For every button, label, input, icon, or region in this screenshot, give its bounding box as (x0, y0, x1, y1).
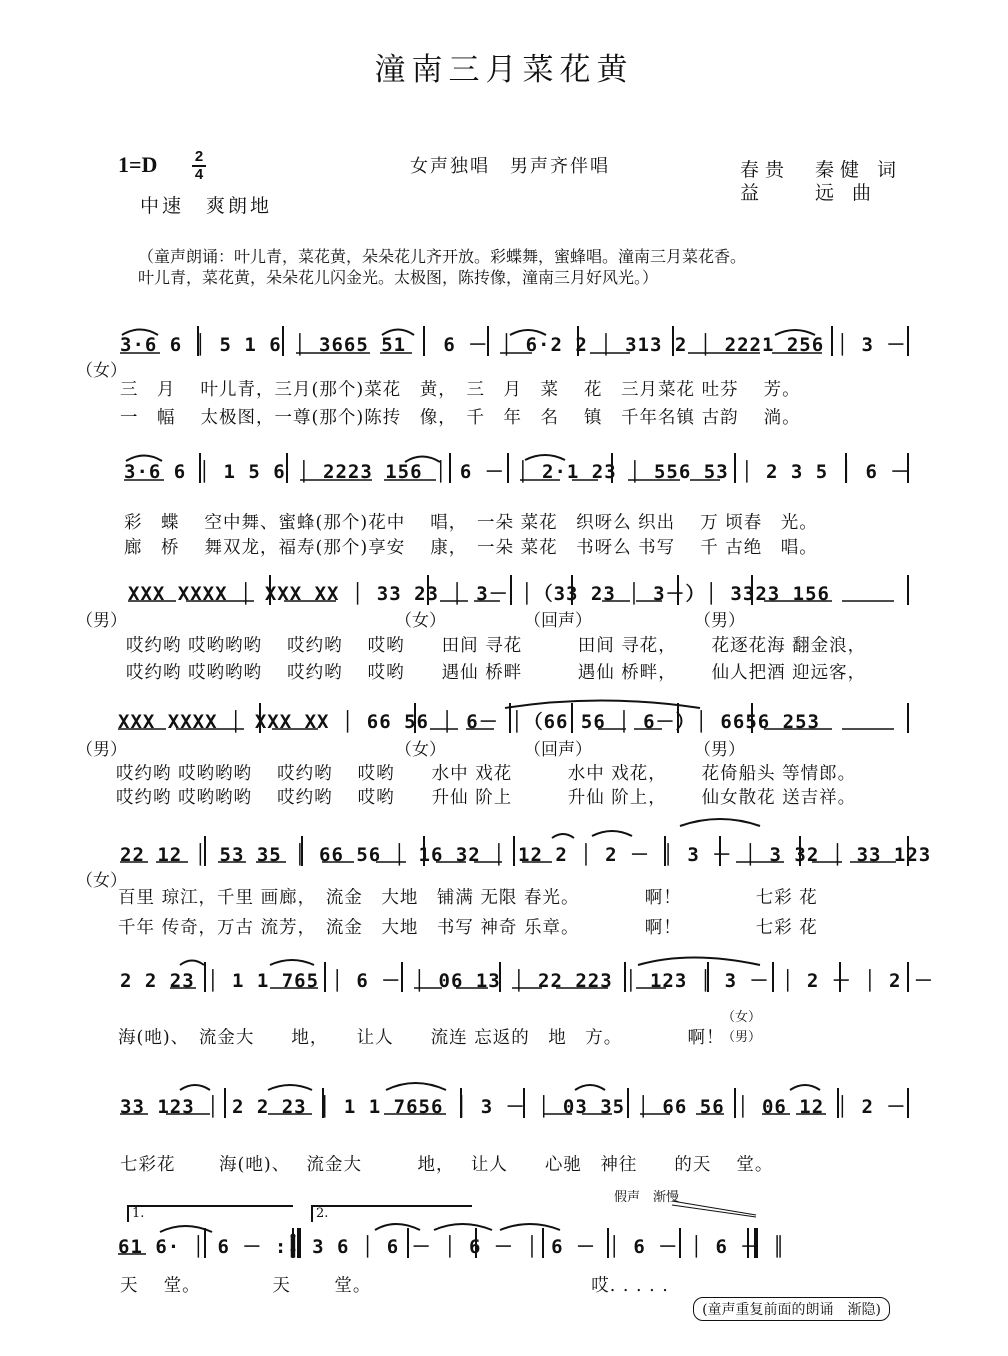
lyrics-verse-2: 哎约哟 哎哟哟哟 哎约哟 哎哟 遇仙 桥畔 遇仙 桥畔， 仙人把酒 迎远客， (126, 663, 867, 683)
volta-2-label: 2. (316, 1206, 329, 1221)
notes-row: 2 2 23 │ 1 1 765 │ 6 － │ 06 13 │ 22 223 │ 123 │ 3 － │ 2 － │ 2 － (120, 970, 934, 992)
part-label-echo: （回声） (524, 611, 592, 631)
notes-row: 33 123 │ 2 2 23 │ 1 1 7656 │ 3 － │ 03 35 │ 66 56 │ 06 12 │ 2 － (120, 1096, 907, 1118)
volta-1-label: 1. (132, 1206, 145, 1221)
part-label: （女） (76, 361, 127, 381)
performance-note: 女声独唱 男声齐伴唱 (410, 156, 610, 177)
notes-row: 3·6 6 │ 5 1 6 │ 3665 51 │ 6 － │ 6·2 2 │ 313 2 │ 2221 256 │ 3 － (120, 334, 907, 356)
part-label-male: （男） (694, 740, 745, 760)
falsetto-rit-marking: 假声 渐慢 (614, 1190, 680, 1205)
time-sig-bottom: 4 (194, 166, 204, 183)
lyricist-credit: 春贵 秦健 词 (740, 159, 903, 181)
notes-row: XXX XXXX │ XXX XX │ 33 23 │ 3－ │（33 23 │ 3－）│ 3323 156 (128, 583, 830, 605)
key-signature: 1=D (118, 152, 158, 177)
lyrics-verse-1: 彩 蝶 空中舞、蜜蜂(那个)花中 唱， 一朵 菜花 织呀么 织出 万 顷春 光。 (124, 513, 818, 533)
notes-row: 61 6· │ 6 － :║ 3 6 │ 6 － │ 6 － │ 6 － │ 6 － │ 6 － ║ (118, 1236, 786, 1258)
part-label-male: （男） (694, 611, 745, 631)
notes-row: XXX XXXX │ XXX XX │ 66 56 │ 6－ │（66 56 │ 6－）│ 6656 253 (118, 711, 820, 733)
composer-credit: 益 远 曲 (740, 182, 878, 204)
lyrics-verse-1: 海(吔)、 流金大 地， 让人 流连 忘返的 地 方。 啊！ (118, 1028, 725, 1048)
part-label-male: （男） (722, 1030, 762, 1045)
lyrics-verse-2: 千年 传奇，万古 流芳， 流金 大地 书写 神奇 乐章。 啊！ 七彩 花 (118, 918, 818, 938)
lyrics-verse-1: 七彩花 海(吔)、 流金大 地， 让人 心驰 神往 的天 堂。 (120, 1155, 774, 1175)
time-sig-top: 2 (194, 148, 204, 165)
notes-row: 22 12 │ 53 35 │ 66 56 │ 16 32 │ 12 2 │ 2 － │ 3 － │ 3 32 │ 33 123 (120, 844, 932, 866)
lyrics-verse-2: 哎约哟 哎哟哟哟 哎约哟 哎哟 升仙 阶上 升仙 阶上， 仙女散花 送吉祥。 (116, 788, 857, 808)
part-label: （女） (76, 871, 127, 891)
part-label-echo: （回声） (524, 740, 592, 760)
song-title: 潼南三月菜花黄 (374, 52, 634, 88)
part-label-female: （女） (395, 611, 446, 631)
volta-1-bracket (128, 1206, 293, 1222)
lyrics-verse-2: 廊 桥 舞双龙，福寿(那个)享安 康， 一朵 菜花 书呀么 书写 千 古绝 唱。 (124, 538, 818, 558)
part-label: （男） (76, 611, 127, 631)
ending-footnote: (童声重复前面的朗诵 渐隐) (693, 1297, 890, 1321)
narration-line-1: （童声朗诵：叶儿青，菜花黄，朵朵花儿齐开放。彩蝶舞，蜜蜂唱。潼南三月菜花香。 (138, 247, 747, 266)
part-label-female: （女） (722, 1010, 762, 1025)
lyrics-verse-2: 一 幅 太极图，一尊(那个)陈抟 像， 千 年 名 镇 千年名镇 古韵 淌。 (120, 408, 801, 428)
time-signature (192, 150, 206, 182)
volta-2-bracket (312, 1206, 472, 1222)
lyrics-verse-1: 百里 琼江，千里 画廊， 流金 大地 铺满 无限 春光。 啊！ 七彩 花 (118, 888, 818, 908)
lyrics-verse-1: 三 月 叶儿青，三月(那个)菜花 黄， 三 月 菜 花 三月菜花 吐芬 芳。 (120, 380, 801, 400)
notes-row: 3·6 6 │ 1 5 6 │ 2223 156 │ 6 － │ 2·1 23 │ 556 53 │ 2 3 5 │ 6 － (124, 461, 911, 483)
lyrics-verse-1: 哎约哟 哎哟哟哟 哎约哟 哎哟 田间 寻花 田间 寻花， 花逐花海 翻金浪， (126, 636, 867, 656)
narration-line-2: 叶儿青，菜花黄，朵朵花儿闪金光。太极图，陈抟像，潼南三月好风光。） (138, 268, 659, 287)
lyrics-verse-1: 天 堂。 天 堂。 哎. . . . . (120, 1276, 669, 1296)
part-label-female: （女） (395, 740, 446, 760)
tempo-marking: 中速 爽朗地 (140, 195, 273, 217)
lyrics-verse-1: 哎约哟 哎哟哟哟 哎约哟 哎哟 水中 戏花 水中 戏花， 花倚船头 等情郎。 (116, 764, 857, 784)
part-label: （男） (76, 740, 127, 760)
